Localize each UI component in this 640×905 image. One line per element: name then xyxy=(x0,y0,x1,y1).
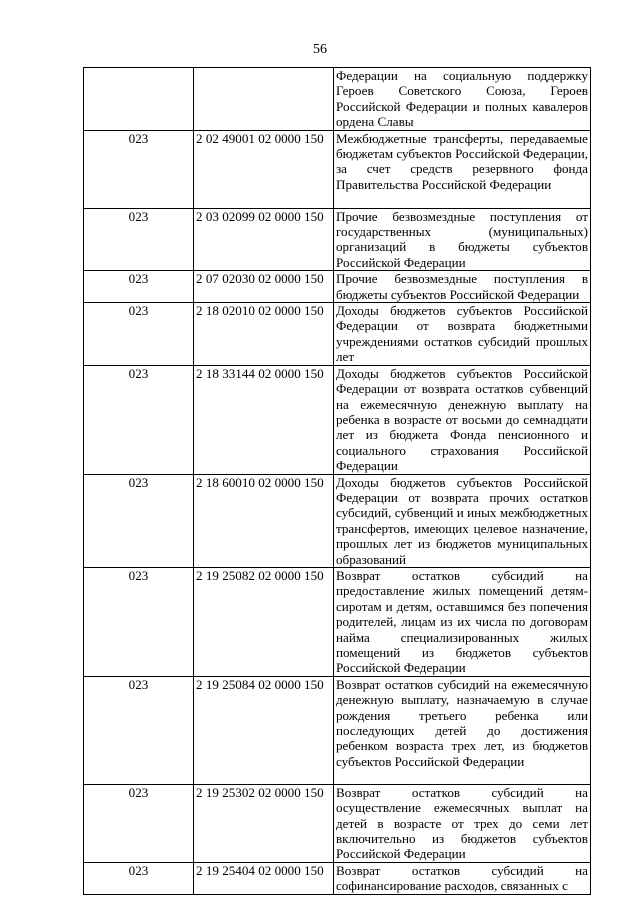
table-row xyxy=(84,271,591,303)
admin-code-cell: 023 xyxy=(84,130,194,208)
income-name-cell: Федерации на социальную поддержку Героев Советского Союза, Героев Российской Федерации и полных кавалеров ордена Славы xyxy=(334,68,591,131)
admin-code-cell: 023 xyxy=(84,784,194,862)
table-row xyxy=(84,365,591,474)
income-name-cell: Доходы бюджетов субъектов Российской Федерации от возврата бюджетными учреждениями остатков субсидий прошлых лет xyxy=(334,303,591,366)
income-name-cell: Возврат остатков субсидий на предоставление жилых помещений детям-сиротам и детям, оставшимся без попечения родителей, лицам из их числа по договорам найма специализированных жилых помещений из бюджетов субъектов Российской Федерации xyxy=(334,567,591,676)
admin-code-cell: 023 xyxy=(84,676,194,784)
income-name-cell: Возврат остатков субсидий на ежемесячную денежную выплату, назначаемую в случае рождения третьего ребенка или последующих детей до достижения ребенком возраста трех лет, из бюджетов субъектов Российской Федерации xyxy=(334,676,591,784)
admin-code-cell xyxy=(84,68,194,131)
table-row xyxy=(84,68,591,131)
income-code-cell: 2 19 25084 02 0000 150 xyxy=(194,676,334,784)
income-name-cell: Доходы бюджетов субъектов Российской Федерации от возврата остатков субвенций на ежемесячную денежную выплату на ребенка в возрасте от восьми до семнадцати лет из бюджета Фонда пенсионного и социального страхования Российской Федерации xyxy=(334,365,591,474)
income-code-cell: 2 19 25302 02 0000 150 xyxy=(194,784,334,862)
admin-code-cell: 023 xyxy=(84,303,194,366)
admin-code-cell: 023 xyxy=(84,271,194,303)
table-row xyxy=(84,676,591,784)
table-row xyxy=(84,130,591,208)
income-name-cell: Возврат остатков субсидий на софинансирование расходов, связанных с xyxy=(334,862,591,894)
income-code-cell: 2 18 02010 02 0000 150 xyxy=(194,303,334,366)
income-code-cell: 2 07 02030 02 0000 150 xyxy=(194,271,334,303)
income-name-cell: Прочие безвозмездные поступления от государственных (муниципальных) организаций в бюджеты субъектов Российской Федерации xyxy=(334,208,591,271)
admin-code-cell: 023 xyxy=(84,567,194,676)
admin-code-cell: 023 xyxy=(84,208,194,271)
budget-codes-table xyxy=(83,67,591,895)
income-code-cell xyxy=(194,68,334,131)
income-code-cell: 2 02 49001 02 0000 150 xyxy=(194,130,334,208)
table-row xyxy=(84,862,591,894)
admin-code-cell: 023 xyxy=(84,365,194,474)
income-code-cell: 2 18 33144 02 0000 150 xyxy=(194,365,334,474)
page-number: 56 xyxy=(313,42,327,57)
table-row xyxy=(84,474,591,567)
table-row xyxy=(84,208,591,271)
income-name-cell: Прочие безвозмездные поступления в бюджеты субъектов Российской Федерации xyxy=(334,271,591,303)
admin-code-cell: 023 xyxy=(84,862,194,894)
admin-code-cell: 023 xyxy=(84,474,194,567)
table-row xyxy=(84,567,591,676)
income-code-cell: 2 18 60010 02 0000 150 xyxy=(194,474,334,567)
table-row xyxy=(84,784,591,862)
income-code-cell: 2 19 25404 02 0000 150 xyxy=(194,862,334,894)
income-code-cell: 2 19 25082 02 0000 150 xyxy=(194,567,334,676)
table-row xyxy=(84,303,591,366)
income-name-cell: Доходы бюджетов субъектов Российской Федерации от возврата прочих остатков субсидий, субвенций и иных межбюджетных трансфертов, имеющих целевое назначение, прошлых лет из бюджетов муниципальных образований xyxy=(334,474,591,567)
income-name-cell: Возврат остатков субсидий на осуществление ежемесячных выплат на детей в возрасте от трех до семи лет включительно из бюджетов субъектов Российской Федерации xyxy=(334,784,591,862)
income-code-cell: 2 03 02099 02 0000 150 xyxy=(194,208,334,271)
income-name-cell: Межбюджетные трансферты, передаваемые бюджетам субъектов Российской Федерации, за счет средств резервного фонда Правительства Российской Федерации xyxy=(334,130,591,208)
